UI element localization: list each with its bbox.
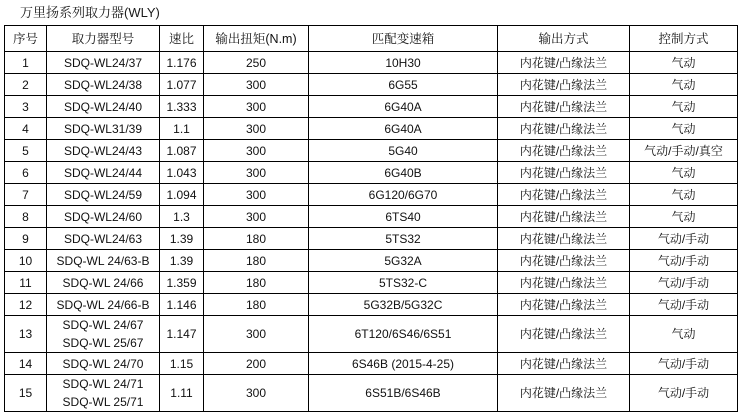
cell-model [47, 294, 160, 316]
table-row [5, 184, 738, 206]
cell-row-no: 13 [5, 316, 47, 353]
cell-model [47, 74, 160, 96]
cell-ratio: 1.39 [160, 250, 204, 272]
cell-torque: 180 [204, 250, 309, 272]
cell-output-type: 内花键/凸缘法兰 [498, 228, 630, 250]
header-control: 控制方式 [630, 26, 738, 52]
cell-control-type: 气动 [630, 74, 738, 96]
cell-model [47, 184, 160, 206]
cell-control-type: 气动/手动 [630, 353, 738, 375]
cell-gearbox: 6S46B (2015-4-25) [309, 353, 498, 375]
cell-ratio: 1.176 [160, 52, 204, 74]
cell-ratio: 1.094 [160, 184, 204, 206]
cell-ratio: 1.39 [160, 228, 204, 250]
cell-ratio: 1.043 [160, 162, 204, 184]
cell-control-type: 气动/手动/真空 [630, 140, 738, 162]
cell-gearbox: 6TS40 [309, 206, 498, 228]
cell-torque: 300 [204, 74, 309, 96]
model-line: SDQ-WL24/63 [63, 231, 143, 246]
cell-model [47, 375, 160, 412]
cell-row-no: 14 [5, 353, 47, 375]
cell-row-no: 10 [5, 250, 47, 272]
cell-output-type: 内花键/凸缘法兰 [498, 206, 630, 228]
table-row [5, 96, 738, 118]
cell-row-no: 11 [5, 272, 47, 294]
cell-torque: 180 [204, 228, 309, 250]
cell-torque: 300 [204, 375, 309, 412]
cell-control-type: 气动 [630, 52, 738, 74]
table-row [5, 228, 738, 250]
cell-gearbox: 6G40A [309, 118, 498, 140]
cell-output-type: 内花键/凸缘法兰 [498, 294, 630, 316]
table-row [5, 206, 738, 228]
model-line: SDQ-WL 24/71 [62, 377, 144, 391]
cell-output-type: 内花键/凸缘法兰 [498, 184, 630, 206]
header-output: 输出方式 [498, 26, 630, 52]
cell-ratio: 1.147 [160, 316, 204, 353]
cell-output-type: 内花键/凸缘法兰 [498, 96, 630, 118]
cell-torque: 300 [204, 118, 309, 140]
cell-control-type: 气动 [630, 184, 738, 206]
model-line: SDQ-WL24/37 [63, 55, 143, 70]
cell-row-no: 4 [5, 118, 47, 140]
cell-ratio: 1.15 [160, 353, 204, 375]
table-body [5, 52, 738, 412]
cell-row-no: 1 [5, 52, 47, 74]
cell-ratio: 1.3 [160, 206, 204, 228]
cell-model [47, 140, 160, 162]
cell-gearbox: 6S51B/6S46B [309, 375, 498, 412]
table-row [5, 140, 738, 162]
model-line: SDQ-WL 25/71 [62, 395, 144, 409]
cell-control-type: 气动/手动 [630, 375, 738, 412]
cell-row-no: 2 [5, 74, 47, 96]
model-line: SDQ-WL24/60 [63, 209, 143, 224]
cell-output-type: 内花键/凸缘法兰 [498, 316, 630, 353]
cell-model [47, 162, 160, 184]
cell-gearbox: 5G32B/5G32C [309, 294, 498, 316]
pto-spec-table [4, 25, 738, 412]
cell-output-type: 内花键/凸缘法兰 [498, 353, 630, 375]
cell-gearbox: 5TS32 [309, 228, 498, 250]
cell-control-type: 气动/手动 [630, 250, 738, 272]
header-torque: 输出扭矩(N.m) [204, 26, 309, 52]
cell-gearbox: 5TS32-C [309, 272, 498, 294]
table-row [5, 272, 738, 294]
table-row [5, 118, 738, 140]
table-row [5, 74, 738, 96]
cell-control-type: 气动 [630, 316, 738, 353]
cell-torque: 300 [204, 184, 309, 206]
header-no: 序号 [5, 26, 47, 52]
cell-output-type: 内花键/凸缘法兰 [498, 250, 630, 272]
cell-model [47, 316, 160, 353]
table-row [5, 353, 738, 375]
cell-row-no: 5 [5, 140, 47, 162]
cell-torque: 300 [204, 96, 309, 118]
cell-gearbox: 5G40 [309, 140, 498, 162]
cell-model [47, 96, 160, 118]
table-row [5, 162, 738, 184]
cell-output-type: 内花键/凸缘法兰 [498, 74, 630, 96]
model-line: SDQ-WL 24/70 [62, 356, 144, 371]
cell-row-no: 7 [5, 184, 47, 206]
cell-output-type: 内花键/凸缘法兰 [498, 140, 630, 162]
cell-gearbox: 6G55 [309, 74, 498, 96]
cell-ratio: 1.11 [160, 375, 204, 412]
model-line: SDQ-WL24/59 [63, 187, 143, 202]
header-gearbox: 匹配变速箱 [309, 26, 498, 52]
model-line: SDQ-WL24/43 [63, 143, 143, 158]
cell-row-no: 6 [5, 162, 47, 184]
cell-control-type: 气动 [630, 118, 738, 140]
model-line: SDQ-WL 24/66 [62, 275, 144, 290]
cell-torque: 180 [204, 294, 309, 316]
cell-gearbox: 5G32A [309, 250, 498, 272]
cell-gearbox: 6G120/6G70 [309, 184, 498, 206]
cell-output-type: 内花键/凸缘法兰 [498, 272, 630, 294]
model-line: SDQ-WL 24/67 [62, 318, 144, 332]
cell-output-type: 内花键/凸缘法兰 [498, 375, 630, 412]
cell-torque: 300 [204, 162, 309, 184]
cell-gearbox: 6G40B [309, 162, 498, 184]
header-ratio: 速比 [160, 26, 204, 52]
cell-ratio: 1.146 [160, 294, 204, 316]
cell-output-type: 内花键/凸缘法兰 [498, 162, 630, 184]
table-row [5, 250, 738, 272]
cell-ratio: 1.333 [160, 96, 204, 118]
cell-model [47, 353, 160, 375]
cell-gearbox: 6T120/6S46/6S51 [309, 316, 498, 353]
cell-row-no: 15 [5, 375, 47, 412]
cell-gearbox: 10H30 [309, 52, 498, 74]
cell-row-no: 12 [5, 294, 47, 316]
cell-control-type: 气动/手动 [630, 294, 738, 316]
cell-model [47, 272, 160, 294]
cell-control-type: 气动/手动 [630, 272, 738, 294]
model-line: SDQ-WL 24/63-B [56, 253, 150, 268]
cell-model [47, 118, 160, 140]
cell-torque: 300 [204, 140, 309, 162]
cell-model [47, 206, 160, 228]
cell-row-no: 8 [5, 206, 47, 228]
cell-control-type: 气动 [630, 96, 738, 118]
cell-torque: 180 [204, 272, 309, 294]
model-line: SDQ-WL24/40 [63, 99, 143, 114]
cell-torque: 300 [204, 316, 309, 353]
cell-row-no: 9 [5, 228, 47, 250]
cell-ratio: 1.087 [160, 140, 204, 162]
model-line: SDQ-WL 25/67 [62, 336, 144, 350]
cell-gearbox: 6G40A [309, 96, 498, 118]
table-header-row [5, 26, 738, 52]
cell-control-type: 气动 [630, 162, 738, 184]
model-line: SDQ-WL24/38 [63, 77, 143, 92]
cell-model [47, 228, 160, 250]
cell-model [47, 250, 160, 272]
page-title: 万里扬系列取力器(WLY) [20, 5, 160, 20]
header-model: 取力器型号 [47, 26, 160, 52]
model-line: SDQ-WL24/44 [63, 165, 143, 180]
table-row [5, 316, 738, 353]
cell-output-type: 内花键/凸缘法兰 [498, 118, 630, 140]
cell-control-type: 气动/手动 [630, 228, 738, 250]
table-row [5, 52, 738, 74]
cell-control-type: 气动 [630, 206, 738, 228]
table-row [5, 375, 738, 412]
cell-ratio: 1.359 [160, 272, 204, 294]
model-line: SDQ-WL31/39 [63, 121, 143, 136]
cell-ratio: 1.077 [160, 74, 204, 96]
cell-output-type: 内花键/凸缘法兰 [498, 52, 630, 74]
table-row [5, 294, 738, 316]
cell-row-no: 3 [5, 96, 47, 118]
cell-model [47, 52, 160, 74]
cell-torque: 200 [204, 353, 309, 375]
model-line: SDQ-WL 24/66-B [56, 297, 150, 312]
cell-ratio: 1.1 [160, 118, 204, 140]
cell-torque: 250 [204, 52, 309, 74]
cell-torque: 300 [204, 206, 309, 228]
